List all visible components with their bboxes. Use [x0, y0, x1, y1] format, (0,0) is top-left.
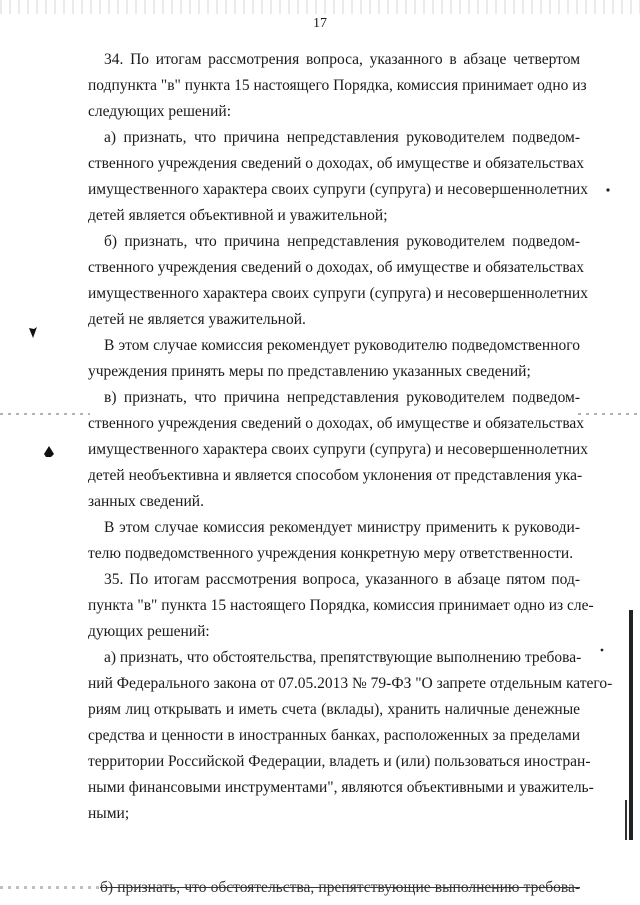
text-line: а) признать, что обстоятельства, препятствующие выполнению требова-	[104, 649, 582, 666]
text-line: ными финансовыми инструментами", являются объективными и уважитель-	[88, 779, 594, 796]
scan-noise-left	[0, 413, 90, 415]
text-line: учреждения принять меры по представлению указанных сведений;	[88, 363, 531, 380]
text-line: ственного учреждения сведений о доходах, об имуществе и обязательствах	[88, 155, 585, 172]
text-line: подпункта "в" пункта 15 настоящего Порядка, комиссия принимает одно из	[88, 77, 587, 94]
text-line: ственного учреждения сведений о доходах, об имуществе и обязательствах	[88, 415, 585, 432]
text-line: ными;	[88, 805, 130, 822]
text-line: детей является объективной и уважительной;	[88, 207, 388, 224]
text-line: ний Федерального закона от 07.05.2013 № 79-ФЗ "О запрете отдельным катего-	[88, 675, 613, 692]
text-line: ственного учреждения сведений о доходах, об имуществе и обязательствах	[88, 259, 585, 276]
text-line: В этом случае комиссия рекомендует руководителю подведомственного	[104, 337, 580, 354]
page-number: 17	[313, 16, 327, 31]
text-line: детей не является уважительной.	[88, 311, 306, 328]
cut-off-text-line: б) признать, что обстоятельства, препятствующие выполнению требова-	[100, 879, 580, 896]
text-line: В этом случае комиссия рекомендует министру применить к руководи-	[104, 519, 580, 536]
scan-edge-shadow	[625, 800, 627, 840]
scan-noise-bottom	[0, 886, 100, 889]
text-line: пункта "в" пункта 15 настоящего Порядка, комиссия принимает одно из сле-	[88, 597, 594, 614]
text-line: 35. По итогам рассмотрения вопроса, указанного в абзаце пятом под-	[104, 571, 580, 588]
text-line: телю подведомственного учреждения конкретную меру ответственности.	[88, 545, 574, 562]
text-line: имущественного характера своих супруги (супруга) и несовершеннолетних	[88, 441, 588, 458]
text-line: имущественного характера своих супруги (супруга) и несовершеннолетних	[88, 181, 588, 198]
scan-edge-shadow	[629, 610, 633, 840]
text-line: в) признать, что причина непредставления руководителем подведом-	[104, 389, 580, 406]
text-line: средства и ценности в иностранных банках, расположенных за пределами	[88, 727, 580, 744]
text-line: имущественного характера своих супруги (супруга) и несовершеннолетних	[88, 285, 588, 302]
ink-spot-icon	[44, 446, 54, 458]
text-line: а) признать, что причина непредставления руководителем подведом-	[104, 129, 580, 146]
text-line: б) признать, что причина непредставления руководителем подведом-	[104, 233, 580, 250]
scan-noise-right	[578, 413, 640, 415]
dot-mark-icon	[606, 188, 610, 192]
text-line: детей необъективна и является способом уклонения от представления ука-	[88, 467, 583, 484]
text-line: занных сведений.	[88, 493, 204, 510]
scan-noise-top	[0, 0, 640, 14]
text-line: дующих решений:	[88, 623, 210, 640]
text-line: территории Российской Федерации, владеть и (или) пользоваться иностран-	[88, 753, 591, 770]
dot-mark-icon	[600, 648, 604, 652]
text-line: следующих решений:	[88, 103, 231, 120]
text-line: 34. По итогам рассмотрения вопроса, указанного в абзаце четвертом	[104, 51, 580, 68]
ink-mark-icon	[28, 326, 38, 340]
text-line: риям лиц открывать и иметь счета (вклады), хранить наличные денежные	[88, 701, 580, 718]
